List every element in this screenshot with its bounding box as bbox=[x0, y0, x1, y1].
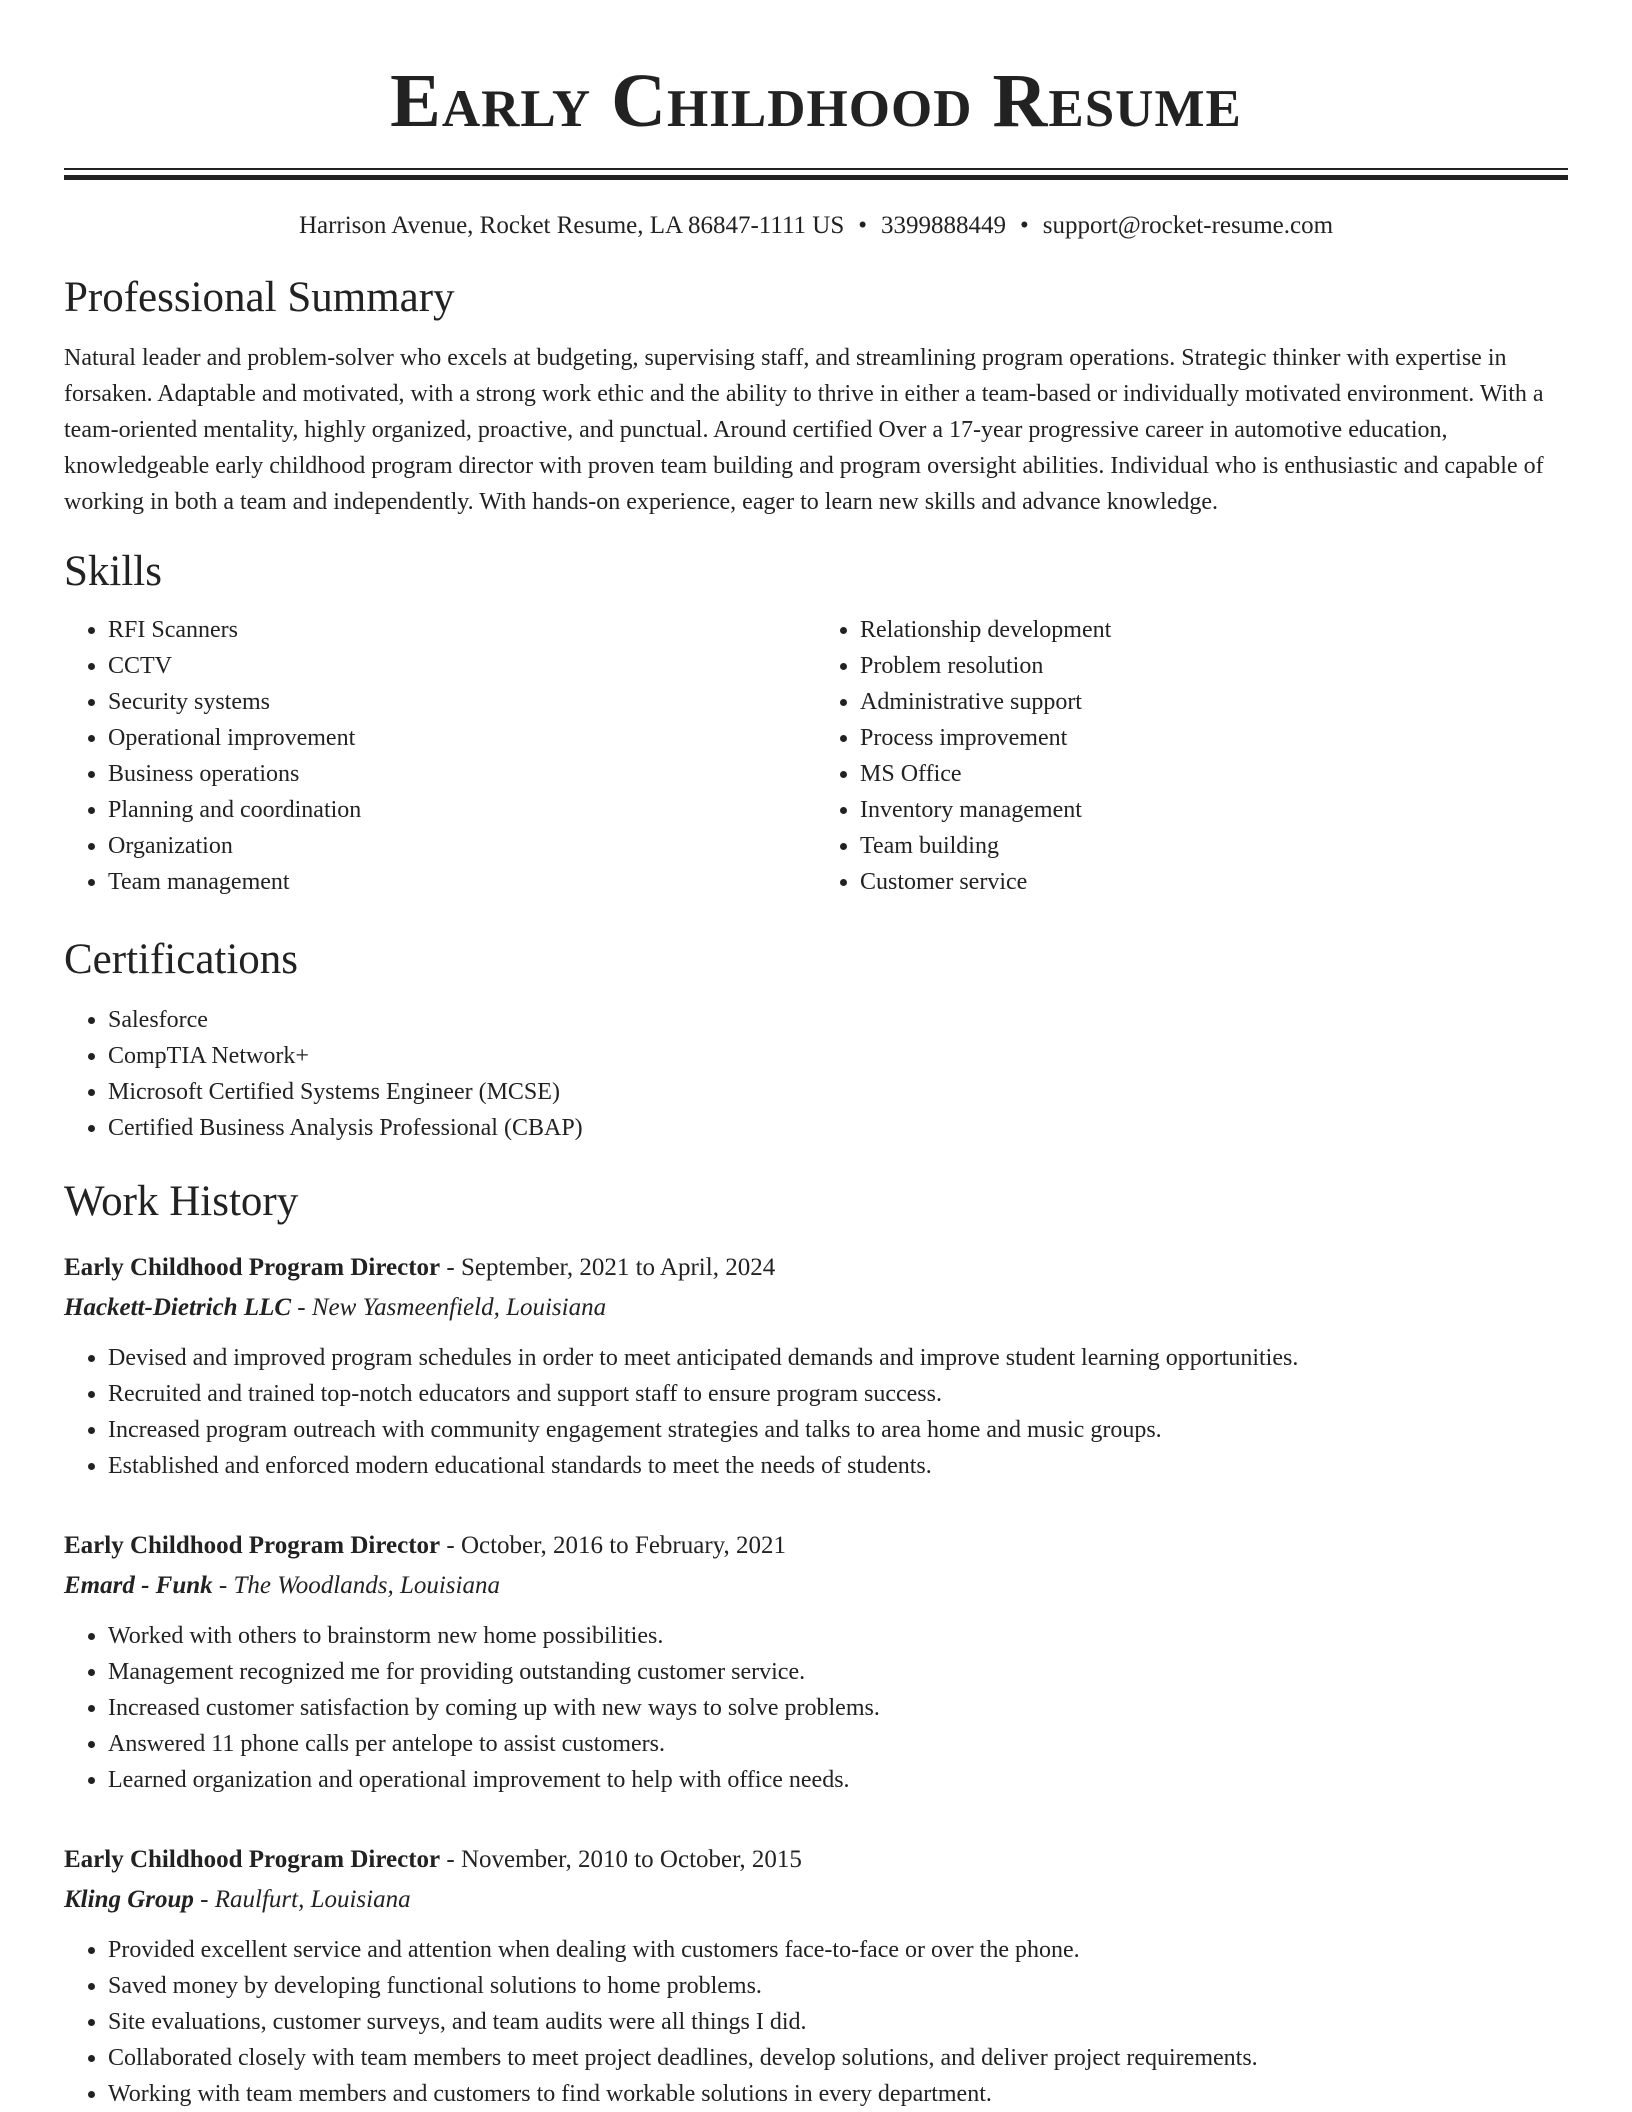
job-title: Early Childhood Program Director bbox=[64, 1846, 441, 1873]
skill-item: • Problem resolution bbox=[860, 648, 1568, 684]
skill-item: • Relationship development bbox=[860, 612, 1568, 648]
skills-heading: Skills bbox=[64, 548, 162, 595]
job-location: - The Woodlands, Louisiana bbox=[212, 1572, 500, 1599]
summary-heading: Professional Summary bbox=[64, 274, 455, 321]
contact-phone: 3399888449 bbox=[881, 212, 1006, 239]
skill-item: • Inventory management bbox=[860, 792, 1568, 828]
job-dates: - September, 2021 to April, 2024 bbox=[440, 1254, 776, 1281]
skills-list-left bbox=[64, 612, 816, 900]
job-bullet: • Site evaluations, customer surveys, and team audits were all things I did. bbox=[108, 2004, 1568, 2040]
job-title: Early Childhood Program Director bbox=[64, 1532, 441, 1559]
job-company-line bbox=[64, 1288, 1568, 1328]
skill-item: • Operational improvement bbox=[108, 720, 816, 756]
job-entry bbox=[64, 1248, 1568, 1484]
job-dates: - November, 2010 to October, 2015 bbox=[440, 1846, 802, 1873]
job-company: Emard - Funk bbox=[64, 1572, 213, 1599]
job-bullet: • Recruited and trained top-notch educators and support staff to ensure program success. bbox=[108, 1376, 1568, 1412]
job-company-line bbox=[64, 1566, 1568, 1606]
job-bullet: • Devised and improved program schedules in order to meet anticipated demands and improve student learning opportunities. bbox=[108, 1340, 1568, 1376]
title-divider-thick bbox=[64, 175, 1568, 180]
contact-line bbox=[64, 210, 1568, 242]
job-company: Hackett-Dietrich LLC bbox=[64, 1294, 292, 1321]
skills-columns bbox=[64, 612, 1568, 900]
skill-item: • Customer service bbox=[860, 864, 1568, 900]
certification-item: • CompTIA Network+ bbox=[108, 1038, 1568, 1074]
skill-item: • Business operations bbox=[108, 756, 816, 792]
certifications-heading: Certifications bbox=[64, 936, 299, 983]
certification-item: • Salesforce bbox=[108, 1002, 1568, 1038]
job-location: - New Yasmeenfield, Louisiana bbox=[291, 1294, 607, 1321]
certifications-list bbox=[64, 1002, 1568, 1146]
job-bullet: • Collaborated closely with team members to meet project deadlines, develop solutions, and deliver project requirements. bbox=[108, 2040, 1568, 2076]
job-title-line bbox=[64, 1248, 1568, 1288]
resume-page bbox=[64, 0, 1568, 2112]
job-location: - Raulfurt, Louisiana bbox=[193, 1886, 411, 1913]
certification-item: • Certified Business Analysis Professional (CBAP) bbox=[108, 1110, 1568, 1146]
work-history-heading: Work History bbox=[64, 1178, 299, 1225]
job-bullet: • Established and enforced modern educational standards to meet the needs of students. bbox=[108, 1448, 1568, 1484]
job-bullet: • Learned organization and operational improvement to help with office needs. bbox=[108, 1762, 1568, 1798]
job-dates: - October, 2016 to February, 2021 bbox=[440, 1532, 787, 1559]
skill-item: • Process improvement bbox=[860, 720, 1568, 756]
summary-text: Natural leader and problem-solver who excels at budgeting, supervising staff, and streamlining program operations. Strategic thinker with expertise in forsaken. Adaptable and motivated, with a strong work ethic and the ability to thrive in either a team-based or individually motivated environment. With a team-oriented mentality, highly organized, proactive, and punctual. Around certified Over a 17-year progressive career in automotive education, knowledgeable early childhood program director with proven team building and program oversight abilities. Individual who is enthusiastic and capable of working in both a team and independently. With hands-on experience, eager to learn new skills and advance knowledge. bbox=[64, 345, 1544, 515]
skill-item: • Organization bbox=[108, 828, 816, 864]
job-company-line bbox=[64, 1880, 1568, 1920]
contact-address: Harrison Avenue, Rocket Resume, LA 86847-1111 US bbox=[298, 212, 845, 239]
job-bullet: • Provided excellent service and attention when dealing with customers face-to-face or over the phone. bbox=[108, 1932, 1568, 1968]
contact-separator: • bbox=[1020, 212, 1029, 239]
job-bullet: • Saved money by developing functional solutions to home problems. bbox=[108, 1968, 1568, 2004]
job-bullets bbox=[64, 1618, 1568, 1798]
job-bullet: • Working with team members and customers to find workable solutions in every department. bbox=[108, 2076, 1568, 2112]
job-bullet: • Worked with others to brainstorm new home possibilities. bbox=[108, 1618, 1568, 1654]
skill-item: • Team building bbox=[860, 828, 1568, 864]
job-bullet: • Management recognized me for providing outstanding customer service. bbox=[108, 1654, 1568, 1690]
skill-item: • Planning and coordination bbox=[108, 792, 816, 828]
title-divider-thin bbox=[64, 168, 1568, 170]
skill-item: • CCTV bbox=[108, 648, 816, 684]
job-bullet: • Answered 11 phone calls per antelope to assist customers. bbox=[108, 1726, 1568, 1762]
skill-item: • RFI Scanners bbox=[108, 612, 816, 648]
job-entry bbox=[64, 1840, 1568, 2112]
job-bullet: • Increased customer satisfaction by coming up with new ways to solve problems. bbox=[108, 1690, 1568, 1726]
certification-item: • Microsoft Certified Systems Engineer (MCSE) bbox=[108, 1074, 1568, 1110]
contact-separator: • bbox=[858, 212, 867, 239]
contact-email: support@rocket-resume.com bbox=[1042, 212, 1334, 239]
skill-item: • MS Office bbox=[860, 756, 1568, 792]
job-title-line bbox=[64, 1526, 1568, 1566]
skill-item: • Security systems bbox=[108, 684, 816, 720]
resume-title: Early Childhood Resume bbox=[390, 59, 1242, 143]
job-title-line bbox=[64, 1840, 1568, 1880]
job-bullet: • Increased program outreach with community engagement strategies and talks to area home and music groups. bbox=[108, 1412, 1568, 1448]
job-entry bbox=[64, 1526, 1568, 1798]
skill-item: • Administrative support bbox=[860, 684, 1568, 720]
job-company: Kling Group bbox=[64, 1886, 194, 1913]
job-title: Early Childhood Program Director bbox=[64, 1254, 441, 1281]
skills-list-right bbox=[816, 612, 1568, 900]
job-bullets bbox=[64, 1340, 1568, 1484]
skill-item: • Team management bbox=[108, 864, 816, 900]
job-bullets bbox=[64, 1932, 1568, 2112]
